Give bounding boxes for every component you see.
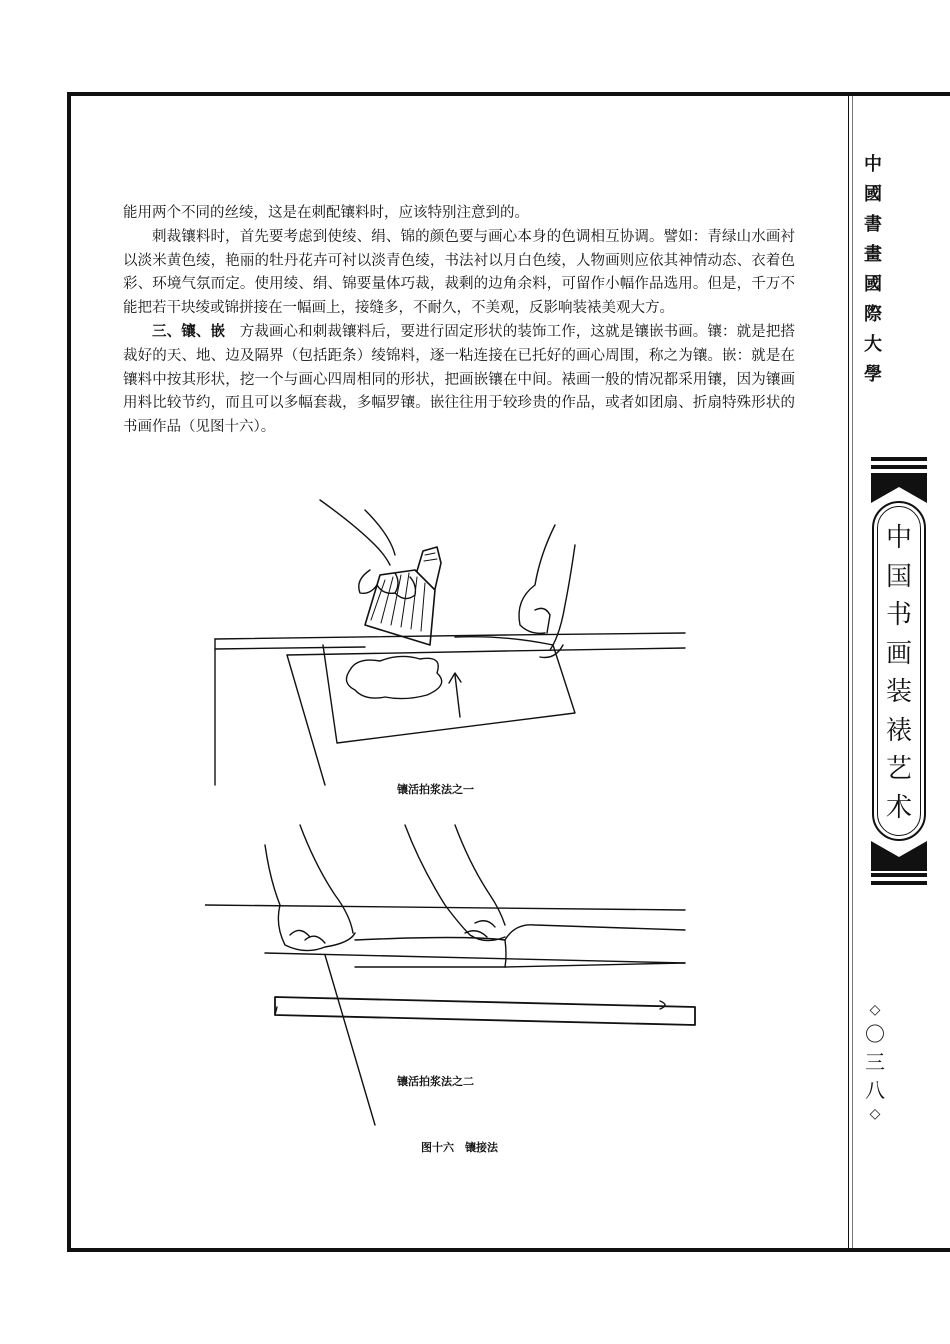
- title-bar-top-2: [871, 465, 927, 469]
- title-ornament-bottom: [871, 841, 927, 871]
- page-number: ◇ 〇 三 八 ◇: [865, 1002, 885, 1122]
- title-bar-top-1: [871, 457, 927, 461]
- section-heading-xiang-qian: 三、镶、嵌: [152, 323, 226, 340]
- diamond-icon: ◇: [869, 1002, 881, 1018]
- body-text: [123, 202, 795, 440]
- sidebar-book-title: 中 国 书 画 装 裱 艺 术: [885, 523, 912, 823]
- paragraph-3: [123, 321, 795, 440]
- figure-caption-part-1: 镶活拍浆法之一: [397, 783, 474, 796]
- sidebar-divider: [848, 96, 849, 1248]
- diamond-icon: ◇: [869, 1106, 881, 1122]
- illustration-upper-pasting-scene: [215, 500, 685, 785]
- figure-16: [205, 485, 705, 1135]
- sidebar-book-title-block: [868, 455, 930, 887]
- sidebar-university-name: 中 國 書 畫 國 際 大 學: [864, 154, 882, 385]
- title-bar-bottom-1: [871, 873, 927, 877]
- title-bar-bottom-2: [871, 881, 927, 885]
- title-ornament-top: [871, 473, 927, 503]
- paragraph-3-text: 方裁画心和刺裁镶料后，要进行固定形状的装饰工作，这就是镶嵌书画。镶：就是把搭裁好的天、地、边及隔界（包括距条）绫锦料，逐一粘连接在已托好的画心周围，称之为镶。嵌：就是在镶料中按其形状，挖一个与画心四周相同的形状，把画嵌镶在中间。裱画一般的情况都采用镶，因为镶画用料比较节约，而且可以多幅套裁，多幅罗镶。嵌往往用于较珍贵的作品，或者如团扇、折扇特殊形状的书画作品（见图十六）。: [123, 323, 796, 436]
- paragraph-1: 能用两个不同的丝绫，这是在刺配镶料时，应该特别注意到的。: [123, 205, 529, 221]
- figure-caption-part-2: 镶活拍浆法之二: [397, 1075, 474, 1088]
- figure-caption-main: 图十六 镶接法: [421, 1141, 498, 1154]
- paragraph-2: 刺裁镶料时，首先要考虑到使绫、绢、锦的颜色要与画心本身的色调相互协调。譬如：青绿山水画衬以淡米黄色绫，艳丽的牡丹花卉可衬以淡青色绫，书法衬以月白色绫，人物画则应依其神情动态、衣着色彩、环境气氛而定。使用绫、绢、锦要量体巧裁，裁剩的边角余料，可留作小幅作品选用。但是，千万不能把若干块绫或锦拼接在一幅画上，接缝多，不耐久，不美观，反影响装裱美观大方。: [123, 228, 795, 317]
- figure-illustration: [205, 485, 705, 1135]
- sidebar-divider-thin: [852, 96, 853, 1248]
